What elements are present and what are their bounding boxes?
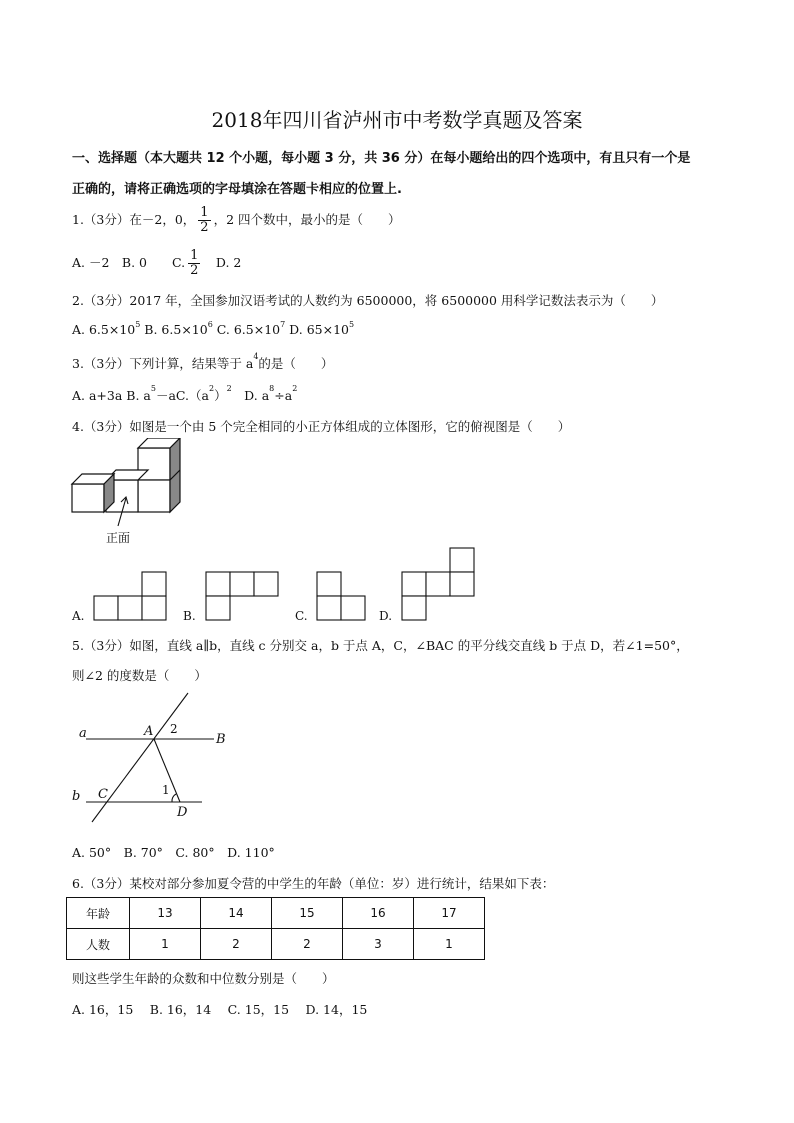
- q3-text-pre: 3.（3分）下列计算，结果等于 a: [72, 356, 254, 371]
- cube-bottom-front: [138, 480, 170, 512]
- q3-e5: 2: [292, 384, 298, 393]
- label-b: b: [72, 789, 81, 804]
- q3-opt-4: D. a: [231, 388, 270, 403]
- table-cell: 13: [130, 898, 201, 929]
- q6-question: 则这些学生年龄的众数和中位数分别是（ ）: [72, 971, 335, 986]
- q4-option-d-label: D.: [379, 609, 393, 623]
- table-cell: 14: [201, 898, 272, 929]
- q4-option-a-label: A.: [72, 609, 85, 623]
- table-head-count: 人数: [67, 929, 130, 960]
- table-cell: 17: [414, 898, 485, 929]
- q2-exp-a: 5: [135, 320, 141, 329]
- q3-opt-3: ）: [214, 388, 227, 403]
- q5-options: A. 50° B. 70° C. 80° D. 110°: [72, 845, 275, 860]
- q3-text-post: 的是（ ）: [258, 356, 334, 371]
- label-a: a: [79, 726, 87, 741]
- q3-e1: 5: [150, 384, 156, 393]
- q2-exp-d: 5: [349, 320, 355, 329]
- q2-option-b: B. 6.5×10: [140, 322, 208, 337]
- q1-opt-frac-num: 1: [190, 248, 199, 263]
- q1-prefix: 1.（3分）在－2，0，: [72, 212, 196, 227]
- q3-opt-2: －aC.（a: [155, 388, 209, 403]
- q4-option-b-label: B.: [183, 609, 196, 623]
- table-head-age: 年龄: [67, 898, 130, 929]
- age-table: [66, 897, 485, 960]
- table-cell: 1: [130, 929, 201, 960]
- table-cell: 1: [414, 929, 485, 960]
- question-1: [72, 206, 401, 235]
- question-2: 2.（3分）2017 年，全国参加汉语考试的人数约为 6500000，将 6500000 用科学记数法表示为（ ）: [72, 293, 664, 308]
- cube-left: [72, 484, 104, 512]
- front-label: 正面: [106, 531, 131, 545]
- q4-option-c-label: C.: [295, 609, 308, 623]
- question-5-line2: 则∠2 的度数是（ ）: [72, 668, 207, 683]
- q1-options: [72, 249, 241, 278]
- q2-exp-c: 7: [280, 320, 286, 329]
- q1-suffix: ，2 四个数中，最小的是（ ）: [213, 212, 401, 227]
- q2-options: [72, 322, 354, 337]
- q3-text-exp: 4: [253, 352, 259, 361]
- question-5-line1: 5.（3分）如图，直线 a∥b，直线 c 分别交 a，b 于点 A，C，∠BAC 的平分线交直线 b 于点 D，若∠1=50°，: [72, 638, 689, 653]
- q2-option-a: A. 6.5×10: [72, 322, 136, 337]
- question-4: 4.（3分）如图是一个由 5 个完全相同的小正方体组成的立体图形，它的俯视图是（ ）: [72, 419, 571, 434]
- q3-e3: 2: [226, 384, 232, 393]
- q4-cube-figure: [66, 438, 196, 550]
- q3-e4: 8: [269, 384, 275, 393]
- q1-option-d: D. 2: [215, 255, 242, 270]
- q1-fraction: [198, 206, 210, 235]
- q1-opt-frac-den: 2: [190, 263, 199, 278]
- table-cell: 16: [343, 898, 414, 929]
- q1-frac-num: 1: [200, 205, 209, 220]
- angle-1-arc: [172, 794, 176, 802]
- label-B: B: [216, 732, 226, 747]
- q3-e2: 2: [208, 384, 215, 393]
- page-title: 2018年四川省泸州市中考数学真题及答案: [211, 108, 583, 132]
- question-3: [72, 354, 333, 372]
- label-A: A: [144, 724, 154, 739]
- q1-option-abc: A. －2 B. 0 C.: [72, 255, 186, 270]
- label-D: D: [177, 805, 188, 820]
- q5-geometry-figure: [66, 688, 236, 826]
- q3-options: [72, 386, 297, 404]
- q3-opt-1: A. a+3a B. a: [72, 388, 151, 403]
- table-cell: 15: [272, 898, 343, 929]
- table-cell: 2: [272, 929, 343, 960]
- table-row: [67, 929, 485, 960]
- label-C: C: [98, 787, 108, 802]
- q6-options: A. 16，15 B. 16，14 C. 15，15 D. 14，15: [72, 1002, 368, 1017]
- label-angle-1: 1: [162, 783, 170, 797]
- section-header-line2: 正确的，请将正确选项的字母填涂在答题卡相应的位置上.: [72, 182, 402, 197]
- section-header-line1: 一、选择题（本大题共 12 个小题，每小题 3 分，共 36 分）在每小题给出的四个选项中，有且只有一个是: [72, 151, 691, 166]
- q3-opt-5: ÷a: [274, 388, 293, 403]
- q1-option-c-fraction: [188, 249, 200, 278]
- table-row: [67, 898, 485, 929]
- q2-option-d: D. 65×10: [285, 322, 349, 337]
- q1-frac-den: 2: [200, 220, 209, 235]
- question-6: 6.（3分）某校对部分参加夏令营的中学生的年龄（单位：岁）进行统计，结果如下表：: [72, 876, 555, 891]
- table-cell: 3: [343, 929, 414, 960]
- line-c: [92, 693, 188, 822]
- table-cell: 2: [201, 929, 272, 960]
- label-angle-2: 2: [170, 722, 178, 736]
- q2-exp-b: 6: [207, 320, 213, 329]
- q2-option-c: C. 6.5×10: [212, 322, 281, 337]
- q4-options-figure: [66, 540, 486, 626]
